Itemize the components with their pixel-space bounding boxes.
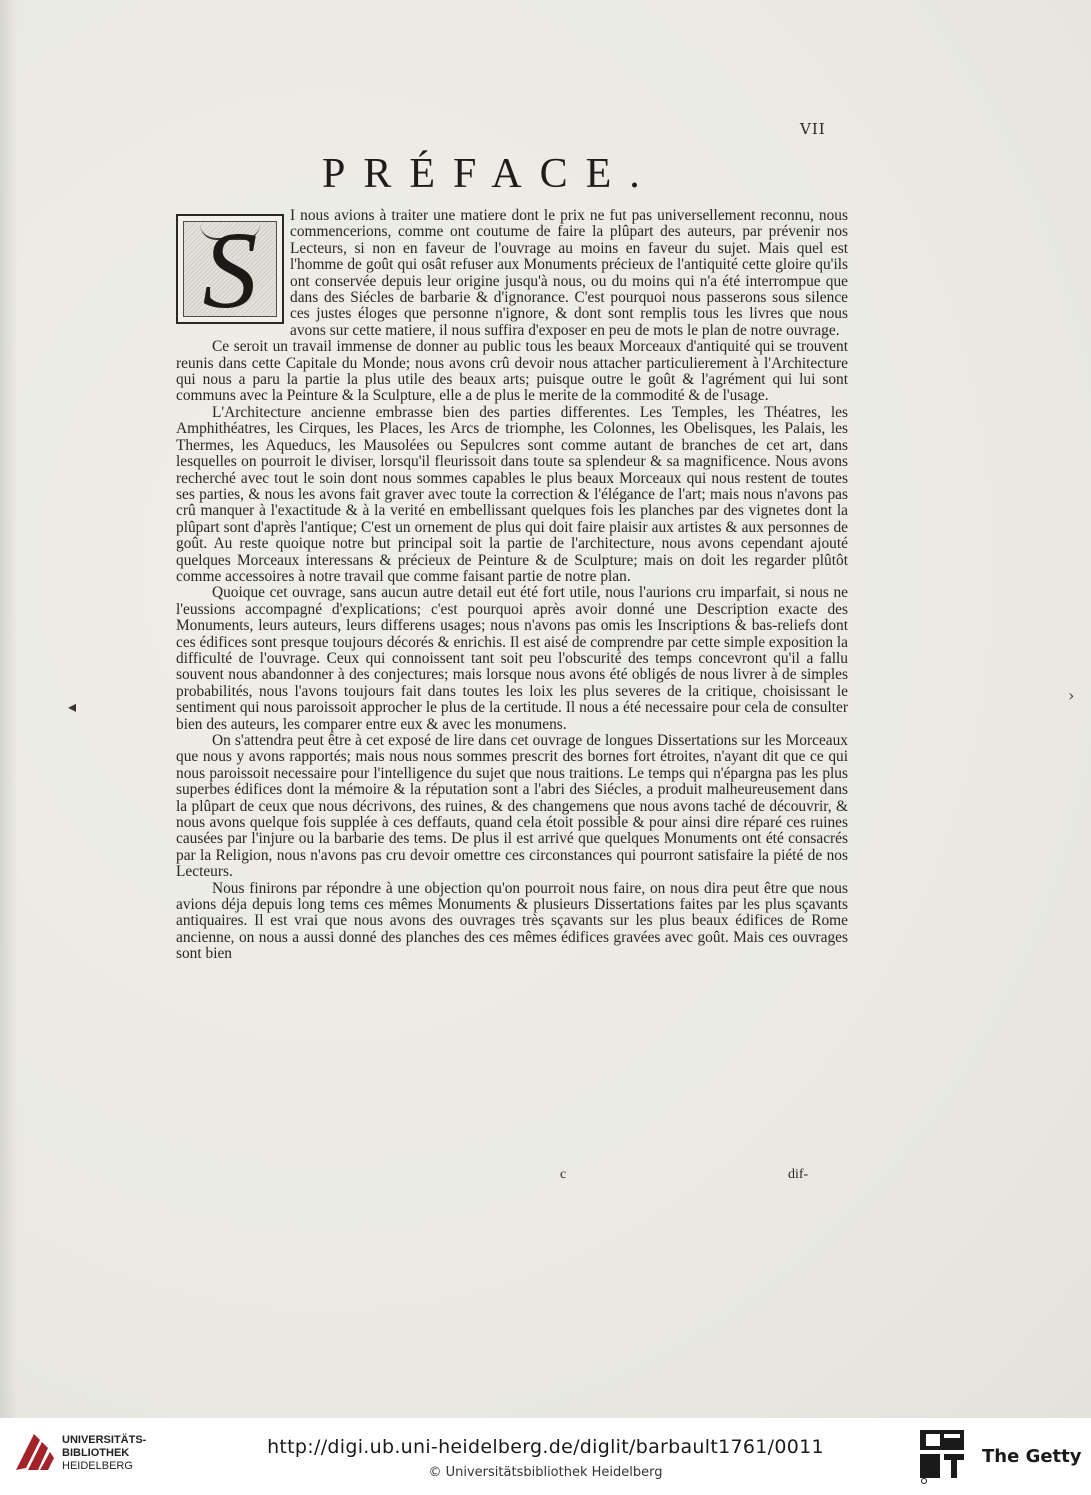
paragraph-4: Quoique cet ouvrage, sans aucun autre detail eut été fort utile, nous l'aurions cru imparfait, si nous ne l'eussions accompagné d'explications; c'est pourquoi après avoir donné une Description exacte des Monuments, leurs auteurs, leurs differens usages; nous n'avons pas omis les Inscriptions & bas-reliefs dont ces édifices sont presque toujours décorés & enrichis. Il est aisé de comprendre par cette simple exposition la difficulté de l'ouvrage. Ceux qui connoissent tant soit peu l'obscurité des temps concevront qu'il a fallu souvent nous abandonner à des conjectures; mais lorsque nous avons été obligés de nous livrer à de simples probabilités, nous l'avons toujours fait dans toutes les loix les plus severes de la critique, choisissant le sentiment qui nous paroissoit approcher le plus de la certitude. Il nous a été necessaire pour cela de consulter bien des auteurs, les comparer entre eux & avec les monumens. bbox=[176, 584, 848, 733]
margin-tick-icon: › bbox=[1068, 686, 1075, 705]
library-name-line3: HEIDELBERG bbox=[62, 1460, 133, 1472]
binding-shadow bbox=[0, 0, 18, 1418]
page-number: VII bbox=[800, 120, 826, 138]
paragraph-6: Nous finirons par répondre à une objection qu'on pourroit nous faire, on nous dira peut être que nous avions déja depuis long tems ces mêmes Monuments & plusieurs Dissertations faites par les plus sçavants antiquaires. Il est vrai que nous avons des ouvrages très sçavants sur les plus beaux édifices de Rome ancienne, on nous a aussi donné des planches des ces mêmes édifices gravées avec goût. Mais ces ouvrages sont bien bbox=[176, 879, 848, 963]
dropcap-spacer bbox=[176, 208, 290, 332]
signature-mark: c bbox=[560, 1167, 567, 1182]
page-footer-marks bbox=[560, 1167, 840, 1187]
viewer-footer bbox=[0, 1418, 1091, 1495]
getty-logo-icon[interactable] bbox=[918, 1428, 966, 1484]
catchword: dif- bbox=[788, 1167, 809, 1182]
library-name-line1: UNIVERSITÄTS- bbox=[62, 1434, 147, 1446]
copyright-notice: © Universitätsbibliothek Heidelberg bbox=[428, 1465, 663, 1480]
margin-arrow-icon: ◂ bbox=[68, 697, 77, 716]
paragraph-3: L'Architecture ancienne embrasse bien des parties differentes. Les Temples, les Théatres, les Amphithéatres, les Cirques, les Places, les Arcs de triomphe, les Colonnes, les Obelisques, les Palais, les Thermes, les Aqueducs, les Mausolées ou Sepulcres sont comme autant de branches de cet art, dans lesquelles on pourroit le diviser, lorsqu'il fleurissoit dans toute sa splendeur & sa magnificence. Nous avons recherché avec tout le soin dont nous sommes capables le plus beaux Morceaux qui nous restent de toutes ses parties, & nous les avons fait graver avec toute la correction & l'élégance de l'art; mais nous n'avons pas crû manquer à l'exactitude & à la verité en embellissant quelques fois les planches par des vignetes dont la plûpart sont d'après l'antique; C'est un ornement de plus qui doit faire plaisir aux artistes & aux personnes de goût. Au reste quoique notre but principal soit la partie de l'architecture, nous avons cependant ajouté quelques Morceaux interessans & précieux de Peinture & de Sculpture; mais on doit les regarder plûtôt comme accessoires à notre travail que comme faisant partie de notre plan. bbox=[176, 403, 848, 585]
getty-name: The Getty bbox=[982, 1446, 1082, 1467]
page-title: PRÉFACE. bbox=[322, 151, 658, 197]
body-text bbox=[176, 208, 848, 963]
paragraph-1: I nous avions à traiter une matiere dont le prix ne fut pas universellement reconnu, nous commencerions, comme ont coutume de faire la plûpart des auteurs, par prévenir nos Lecteurs, si non en faveur de l'ouvrage au moins en faveur du sujet. Mais quel est l'homme de goût qui osât refuser aux Monuments précieux de l'antiquité cette gloire qu'ils ont conservée depuis leur origine jusqu'à nous, ou du moins qui n'a été interrompue que dans des Siécles de barbarie & d'ignorance. C'est pourquoi nous passerons sous silence ces justes éloges que personne n'ignore, & dont sont remplis tous les livres que nous avons sur cette matiere, il nous suffira d'exposer en peu de mots le plan de notre ouvrage. bbox=[290, 207, 848, 339]
library-name-line2: BIBLIOTHEK bbox=[62, 1447, 130, 1459]
permalink-url[interactable]: http://digi.ub.uni-heidelberg.de/diglit/barbault1761/0011 bbox=[267, 1436, 824, 1458]
paragraph-5: On s'attendra peut être à cet exposé de lire dans cet ouvrage de longues Dissertations sur les Morceaux que nous y avons rapportés; mais nous nous sommes prescrit des bornes fort étroites, n'ayant dit que ce qui nous paroissoit necessaire pour l'intelligence du sujet que nous traitions. Le temps qui n'épargna pas les plus superbes édifices dont la mémoire & la réputation sont a l'abri des Siécles, a produit malheureusement dans la plûpart de ceux que nous décrivons, des ruines, & des changemens que nous avons taché de découvrir, & nous avons quelque fois supplée à ces deffauts, quand cela étoit possible & pour ainsi dire réparé ces ruines causées par l'injure ou la barbarie des tems. De plus il est arrivé que quelques Monuments ont été consacrés par la Religion, nous n'avons pas cru devoir omettre ces circonstances qui pourront satisfaire la piété de nos Lecteurs. bbox=[176, 732, 848, 881]
initial-letter: S bbox=[202, 209, 258, 331]
paragraph-2: Ce seroit un travail immense de donner au public tous les beaux Morceaux d'antiquité qui se trouvent reunis dans cette Capitale du Monde; nous avons crû devoir nous attacher particulierement à l'Architecture qui nous a paru la partie la plus utile des beaux arts; puisque outre le goût & l'agrément qui lui sont communs avec la Peinture & la Sculpture, elle a de plus le merite de la commodité & de l'usage. bbox=[176, 338, 848, 405]
